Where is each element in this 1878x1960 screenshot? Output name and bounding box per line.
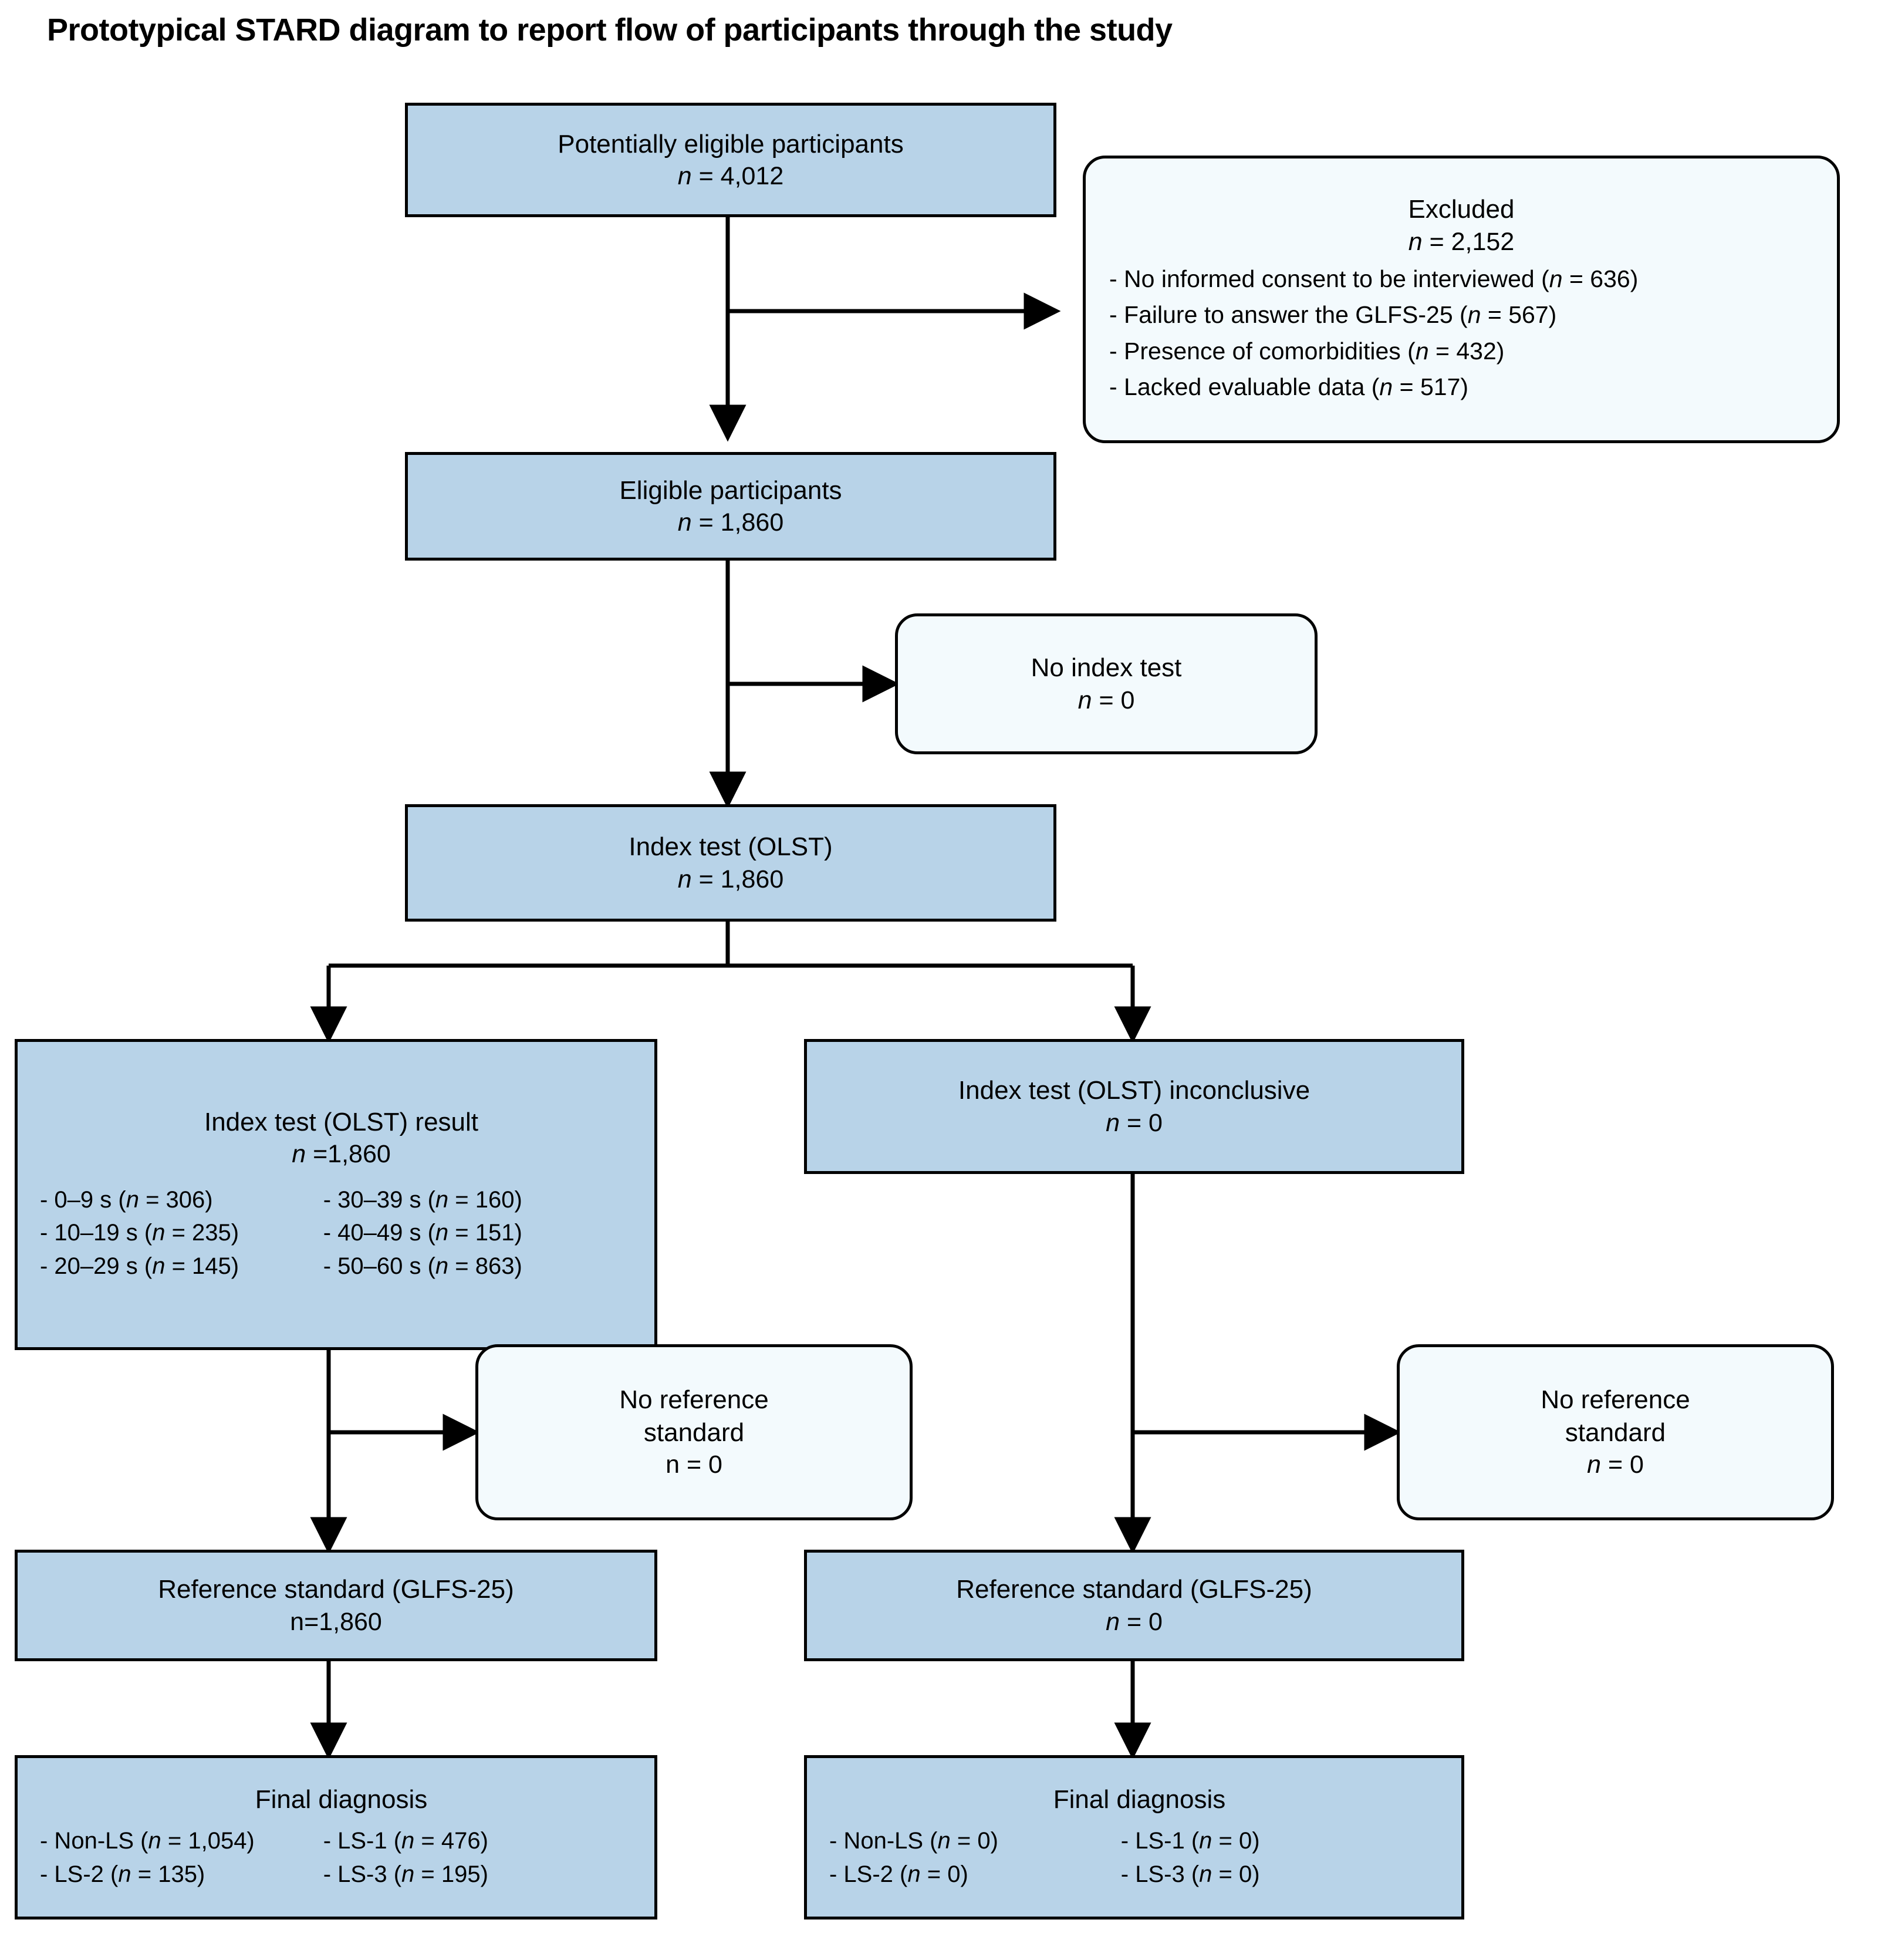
node-final-diagnosis-left — [15, 1755, 657, 1919]
result-row: - 20–29 s (n = 145) - 50–60 s (n = 863) — [40, 1253, 522, 1280]
node-count: n=1,860 — [290, 1607, 382, 1636]
final-row: - Non-LS (n = 1,054) - LS-1 (n = 476) — [40, 1827, 488, 1854]
node-label: Final diagnosis — [255, 1785, 428, 1814]
node-count: n = 4,012 — [677, 162, 784, 191]
node-count: n =1,860 — [292, 1140, 391, 1169]
node-label: Index test (OLST) — [629, 832, 833, 862]
node-count: n = 0 — [1587, 1450, 1644, 1479]
node-count: n = 0 — [1078, 686, 1135, 714]
page-title: Prototypical STARD diagram to report flow of participants through the study — [47, 12, 1173, 48]
final-row: - Non-LS (n = 0) - LS-1 (n = 0) — [829, 1827, 1260, 1854]
node-potentially-eligible — [405, 103, 1056, 217]
node-count: n = 0 — [666, 1450, 722, 1479]
node-reference-standard-left — [15, 1550, 657, 1661]
node-label: Index test (OLST) result — [204, 1108, 479, 1136]
node-count: n = 0 — [1106, 1108, 1163, 1137]
node-eligible — [405, 452, 1056, 561]
result-row: - 10–19 s (n = 235) - 40–49 s (n = 151) — [40, 1220, 522, 1246]
node-index-test — [405, 804, 1056, 922]
excluded-reason: - Presence of comorbidities (n = 432) — [1109, 337, 1505, 365]
excluded-reasons — [1086, 261, 1837, 406]
node-count: n = 1,860 — [677, 865, 784, 893]
node-label: No reference — [1541, 1385, 1690, 1415]
node-index-test-result — [15, 1039, 657, 1350]
node-label: Eligible participants — [619, 475, 842, 505]
result-row: - 0–9 s (n = 306) - 30–39 s (n = 160) — [40, 1186, 522, 1213]
node-label: Potentially eligible participants — [558, 129, 904, 158]
excluded-reason: - No informed consent to be interviewed (n = 636) — [1109, 265, 1639, 292]
node-count: n = 2,152 — [1408, 227, 1515, 256]
node-label: Index test (OLST) inconclusive — [958, 1076, 1310, 1105]
node-count: n = 0 — [1106, 1607, 1163, 1636]
node-label: Excluded — [1408, 195, 1515, 224]
node-label: No reference — [619, 1385, 769, 1415]
node-label: Final diagnosis — [1053, 1785, 1226, 1814]
node-no-reference-standard-right — [1397, 1344, 1834, 1520]
node-label: Reference standard (GLFS-25) — [158, 1575, 514, 1604]
node-reference-standard-right — [804, 1550, 1464, 1661]
node-count: n = 1,860 — [677, 508, 784, 537]
node-no-reference-standard-left — [475, 1344, 913, 1520]
node-final-diagnosis-right — [804, 1755, 1464, 1919]
node-label: No index test — [1031, 653, 1182, 683]
excluded-reason: - Lacked evaluable data (n = 517) — [1109, 373, 1469, 401]
node-label-2: standard — [1565, 1418, 1666, 1447]
node-excluded — [1083, 156, 1840, 443]
node-label-2: standard — [643, 1418, 745, 1447]
excluded-reason: - Failure to answer the GLFS-25 (n = 567) — [1109, 301, 1557, 329]
node-index-test-inconclusive — [804, 1039, 1464, 1174]
node-label: Reference standard (GLFS-25) — [956, 1575, 1312, 1604]
final-row: - LS-2 (n = 0) - LS-3 (n = 0) — [829, 1861, 1260, 1887]
final-row: - LS-2 (n = 135) - LS-3 (n = 195) — [40, 1861, 488, 1887]
node-no-index-test — [895, 613, 1318, 754]
